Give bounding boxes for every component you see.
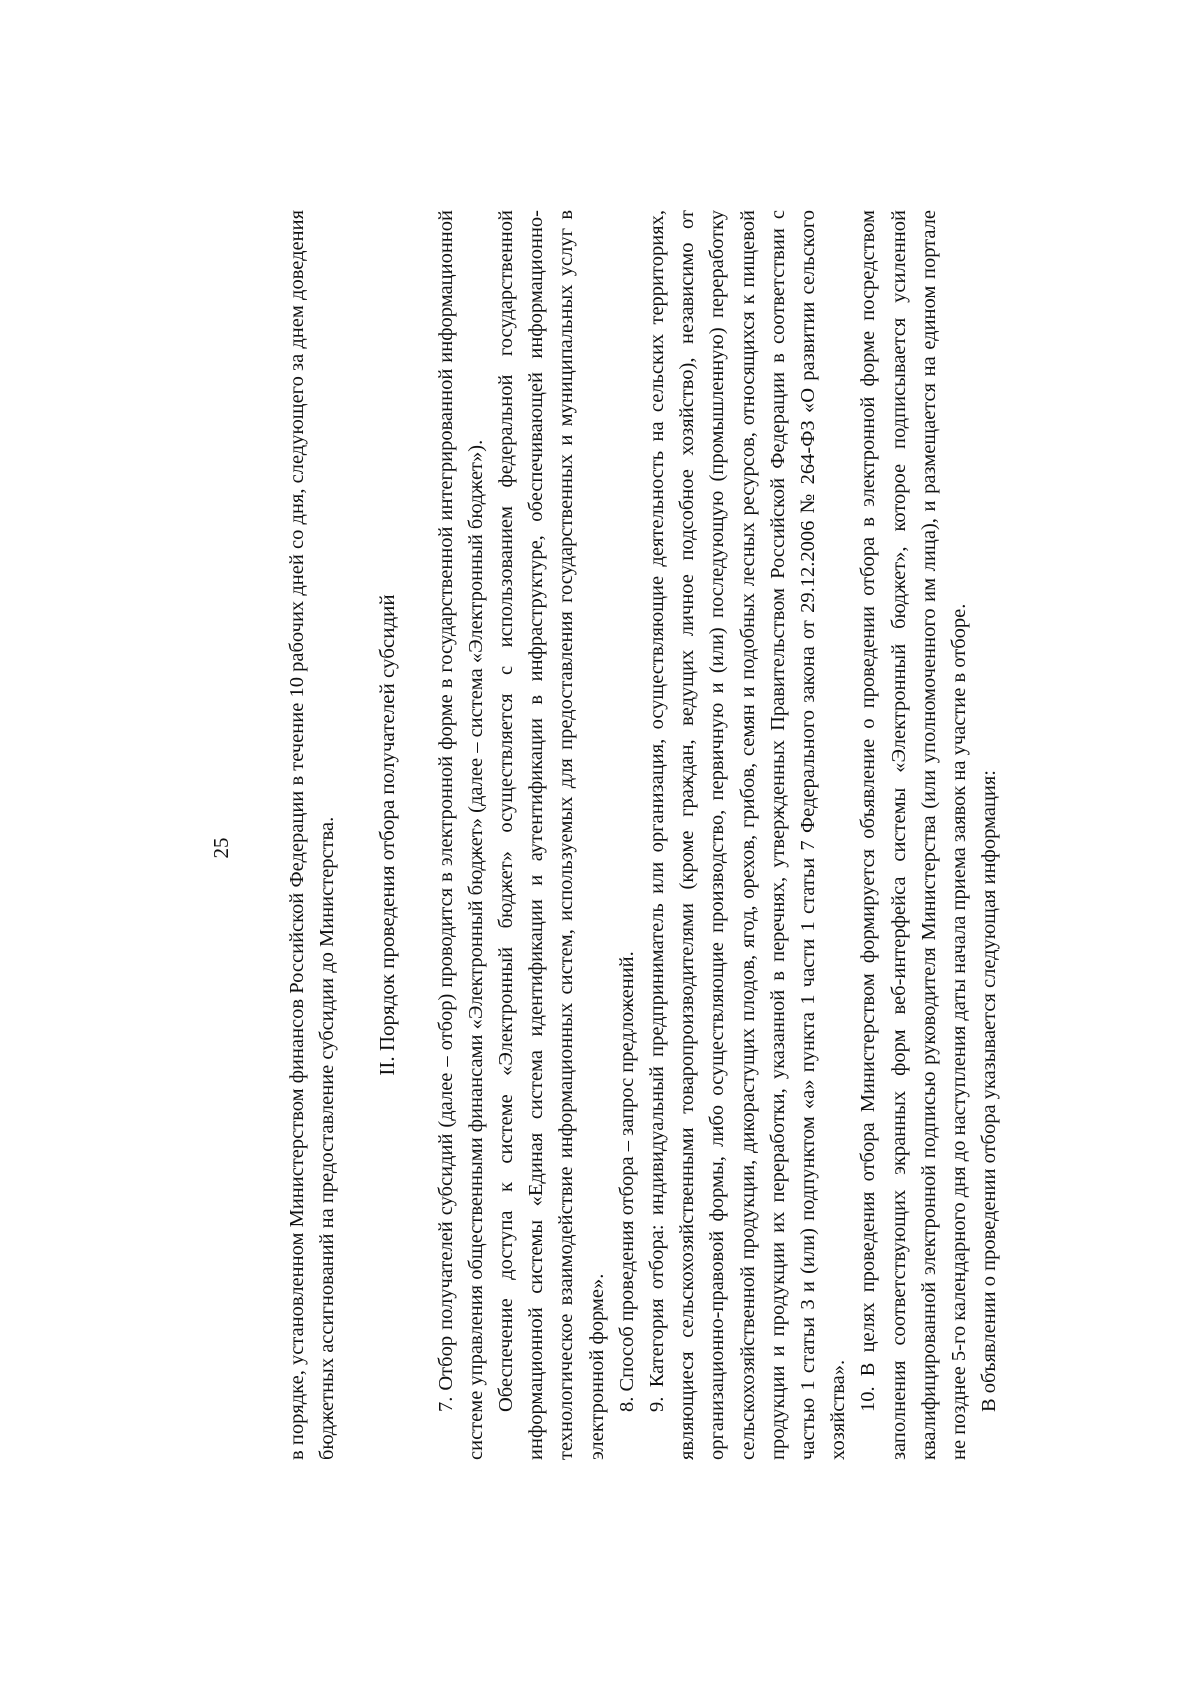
paragraph-10: 10. В целях проведения отбора Министерством формируется объявление о проведении отбора в электронной форме посредством заполнения соответствующих экранных форм веб-интерфейса системы «Электронный бюджет», которое подписывается усиленной квалифицированной электронной подписью руководителя Министерства (или уполномоченного им лица), и размещается на едином портале не позднее 5-го календарного дня до наступления даты начала приема заявок на участие в отборе. <box>857 210 971 1460</box>
rotated-page-content <box>190 148 1010 1548</box>
section-heading: II. Порядок проведения отбора получателей субсидий <box>375 594 400 1076</box>
paragraph-8: 8. Способ проведения отбора – запрос предложений. <box>615 951 638 1412</box>
paragraph-9: 9. Категория отбора: индивидуальный предприниматель или организация, осуществляющие деятельность на сельских территориях, являющиеся сельскохозяйственными товаропроизводителями (кроме граждан, ведущих личное подсобное хозяйство), независимо от организационно-правовой формы, либо осуществляющие производство, первичную и (или) последующую (промышленную) переработку сельскохозяйственной продукции, дикорастущих плодов, ягод, орехов, грибов, семян и подобных лесных ресурсов, относящихся к пищевой продукции и продукции их переработки, указанной в перечнях, утвержденных Правительством Российской Федерации в соответствии с частью 1 статьи 3 и (или) подпунктом «а» пункта 1 части 1 статьи 7 Федерального закона от 29.12.2006 № 264-ФЗ «О развитии сельского хозяйства». <box>646 210 850 1460</box>
page-number: 25 <box>209 837 233 859</box>
intro-paragraph: в порядке, установленном Министерством финансов Российской Федерации в течение 10 рабочих дней со дня, следующего за днем доведения бюджетных ассигнований на предоставление субсидии до Министерства. <box>286 210 339 1460</box>
paragraph-announcement: В объявлении о проведении отбора указывается следующая информация: <box>978 769 1001 1412</box>
paragraph-7-access: Обеспечение доступа к системе «Электронный бюджет» осуществляется с использованием федеральной государственной информационной системы «Единая система идентификации и аутентификации в инфраструктуре, обеспечивающей информационно-технологическое взаимодействие информационных систем, используемых для предоставления государственных и муниципальных услуг в электронной форме». <box>495 210 608 1460</box>
document-body <box>282 210 1004 1460</box>
paragraph-7: 7. Отбор получателей субсидий (далее – отбор) проводится в электронной форме в государственной интегрированной информационной системе управления общественными финансами «Электронный бюджет» (далее – система «Электронный бюджет»). <box>434 210 487 1460</box>
